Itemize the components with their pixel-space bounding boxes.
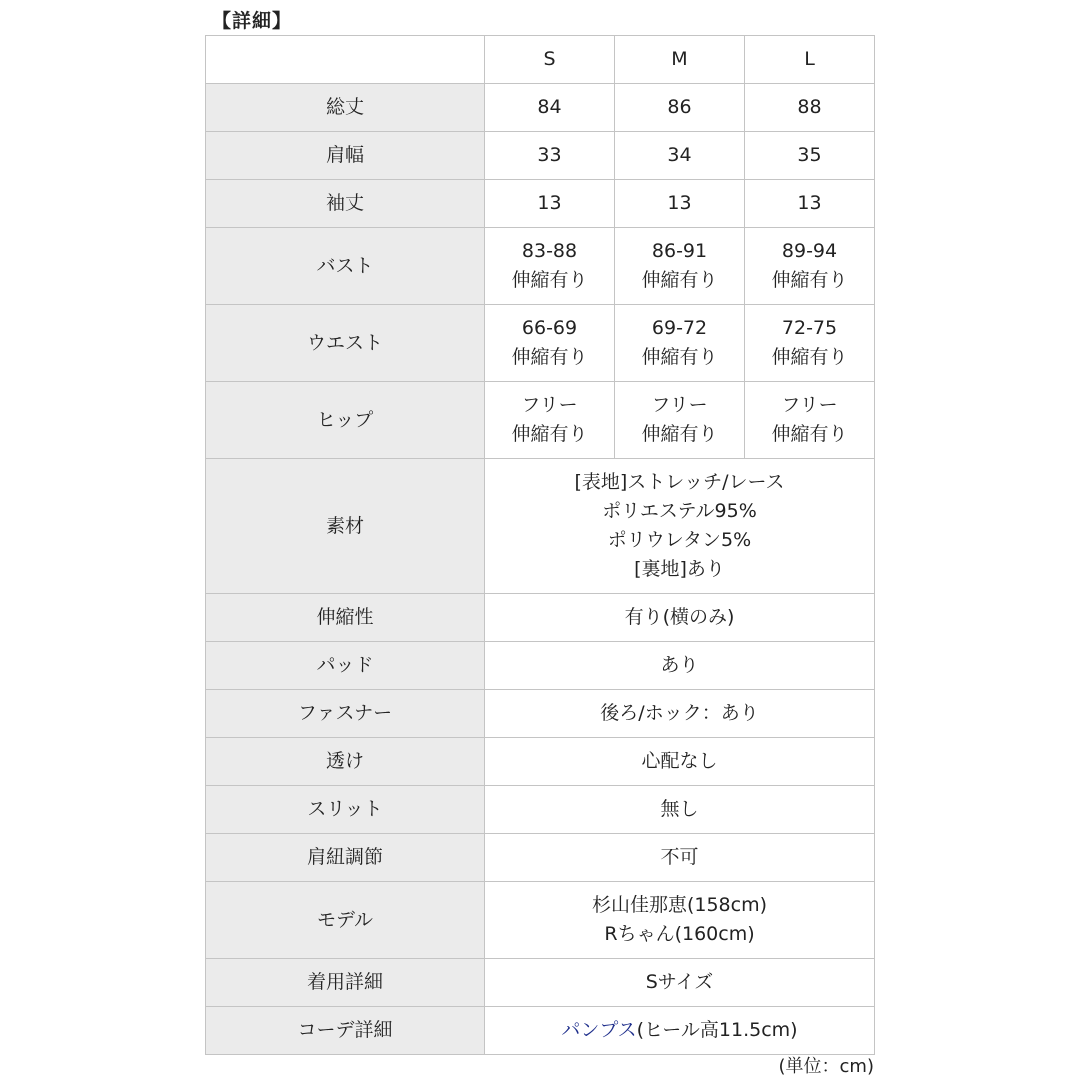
spec-table [205,35,875,1055]
value-line: 86-91 [651,240,708,262]
value-line: Rちゃん(160cm) [604,923,755,945]
value-line: 13 [537,192,562,214]
row-label: 肩紐調節 [206,834,485,882]
info-value-cell [485,882,875,959]
value-line: [裏地]あり [634,558,725,580]
size-value-cell [485,305,615,382]
row-label: モデル [206,882,485,959]
value-line: [表地]ストレッチ/レース [574,471,785,493]
size-row [206,305,875,382]
info-row [206,594,875,642]
size-value-cell [615,305,745,382]
value-line: 伸縮有り [641,269,718,291]
value-line: 86 [667,96,692,118]
value-line: 72-75 [781,317,838,339]
row-label: バスト [206,228,485,305]
value-line: 不可 [660,846,699,868]
coordinate-row [206,1007,875,1055]
size-value-cell [615,84,745,132]
corner-cell [206,36,485,84]
size-row [206,180,875,228]
info-value-cell [485,738,875,786]
row-label: ヒップ [206,382,485,459]
value-line: 伸縮有り [511,423,588,445]
value-line: 66-69 [521,317,578,339]
size-value-cell [615,132,745,180]
value-line: Sサイズ [645,971,714,993]
size-value-cell [745,132,875,180]
pumps-link[interactable]: パンプス [561,1019,637,1041]
value-line: あり [660,654,699,676]
size-header-s: S [485,36,615,84]
row-label: 伸縮性 [206,594,485,642]
info-value-cell [485,786,875,834]
value-line: 伸縮有り [771,346,848,368]
row-label: コーデ詳細 [206,1007,485,1055]
info-value-cell [485,690,875,738]
size-value-cell [485,382,615,459]
value-line: 後ろ/ホック：あり [600,702,759,724]
heel-height-text: (ヒール高11.5cm) [636,1019,798,1041]
info-row [206,690,875,738]
value-line: 13 [797,192,822,214]
size-value-cell [745,180,875,228]
size-value-cell [615,228,745,305]
value-line: 心配なし [641,750,718,772]
info-value-cell [485,834,875,882]
value-line: 伸縮有り [641,423,718,445]
info-value-cell [485,959,875,1007]
size-row [206,382,875,459]
size-value-cell [745,228,875,305]
info-row [206,786,875,834]
info-row [206,459,875,594]
value-line: 伸縮有り [641,346,718,368]
value-line: 13 [667,192,692,214]
size-header-m: M [615,36,745,84]
info-row [206,738,875,786]
size-value-cell [485,84,615,132]
size-value-cell [745,84,875,132]
row-label: ウエスト [206,305,485,382]
info-row [206,882,875,959]
value-line: 伸縮有り [771,269,848,291]
coordinate-value-cell [485,1007,875,1055]
value-line: ポリウレタン5% [607,529,752,551]
info-row [206,834,875,882]
size-header-row [206,36,875,84]
row-label: 素材 [206,459,485,594]
row-label: 着用詳細 [206,959,485,1007]
value-line: 伸縮有り [771,423,848,445]
value-line: 69-72 [651,317,708,339]
size-value-cell [485,180,615,228]
size-value-cell [485,132,615,180]
value-line: ポリエステル95% [602,500,757,522]
value-line: 84 [537,96,562,118]
value-line: 無し [660,798,699,820]
value-line: 88 [797,96,822,118]
info-value-cell [485,594,875,642]
value-line: フリー [781,394,838,416]
value-line: 33 [537,144,562,166]
row-label: スリット [206,786,485,834]
value-line: フリー [521,394,578,416]
size-row [206,84,875,132]
value-line: 34 [667,144,692,166]
size-value-cell [615,382,745,459]
unit-note: (単位：cm) [778,1056,874,1077]
row-label: 袖丈 [206,180,485,228]
row-label: パッド [206,642,485,690]
info-row [206,959,875,1007]
info-value-cell [485,459,875,594]
size-value-cell [745,305,875,382]
size-value-cell [485,228,615,305]
value-line: 伸縮有り [511,269,588,291]
value-line: 有り(横のみ) [624,606,735,628]
value-line: 35 [797,144,822,166]
value-line: 杉山佳那恵(158cm) [591,894,768,916]
details-heading: 【詳細】 [212,10,293,32]
row-label: 透け [206,738,485,786]
value-line: 83-88 [521,240,578,262]
row-label: 肩幅 [206,132,485,180]
size-row [206,132,875,180]
size-header-l: L [745,36,875,84]
info-value-cell [485,642,875,690]
value-line: 伸縮有り [511,346,588,368]
row-label: ファスナー [206,690,485,738]
size-value-cell [745,382,875,459]
size-row [206,228,875,305]
value-line: 89-94 [781,240,838,262]
info-row [206,642,875,690]
size-value-cell [615,180,745,228]
value-line: フリー [651,394,708,416]
row-label: 総丈 [206,84,485,132]
